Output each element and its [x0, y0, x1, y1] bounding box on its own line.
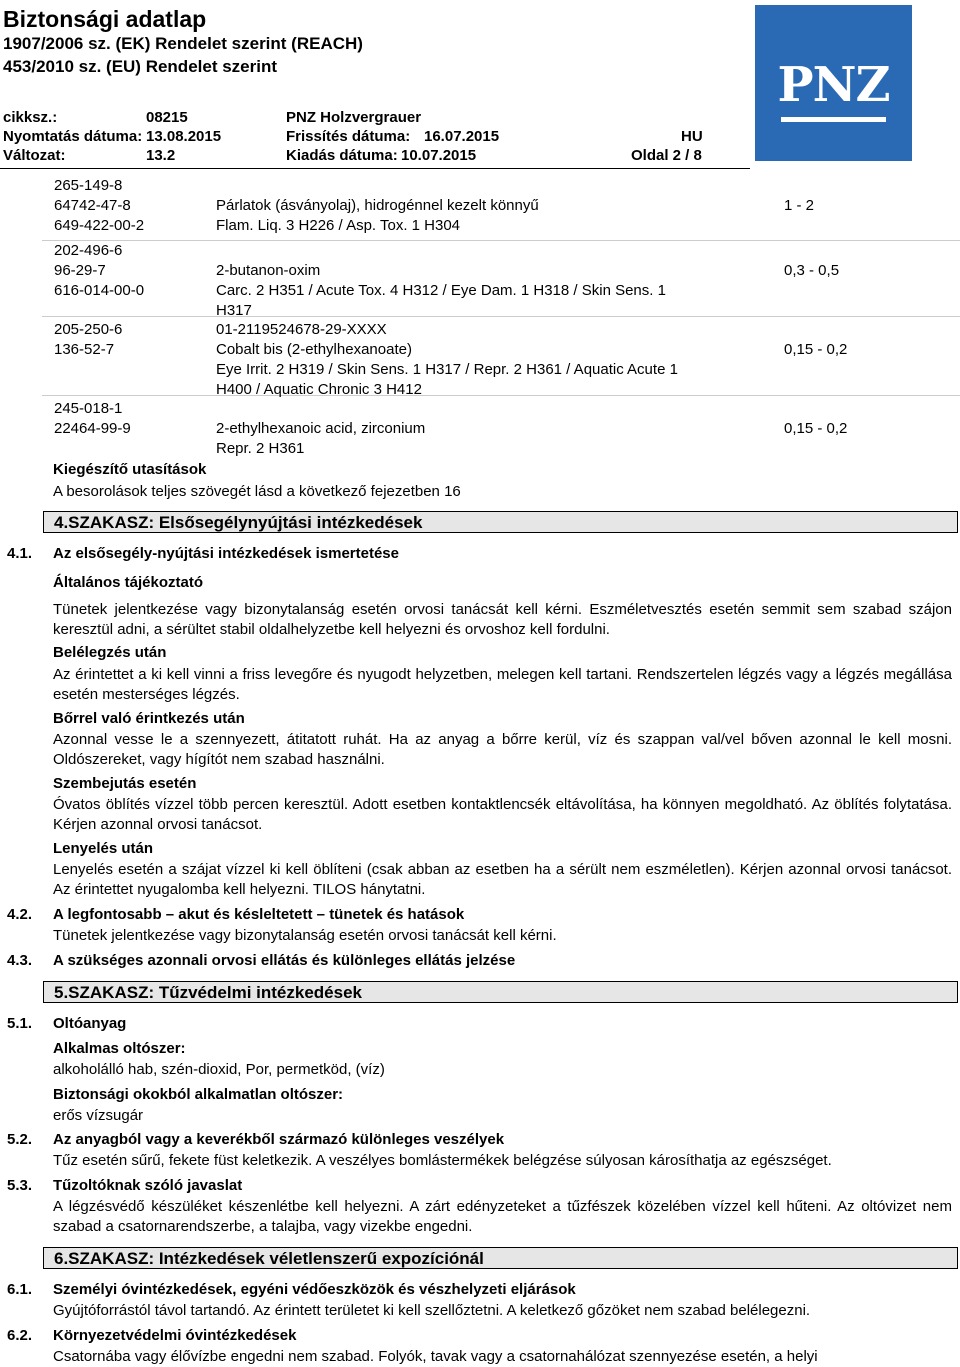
- language-code: HU: [681, 128, 703, 145]
- substance-cell: Párlatok (ásványolaj), hidrogénnel kezelt könnyű Flam. Liq. 3 H226 / Asp. Tox. 1 H304: [216, 197, 539, 234]
- eye-contact-text: Óvatos öblítés vízzel több percen keresztül. Adott esetben kontaktlencsék eltávolítása, ha könnyen megoldható. Az öblítés folytatása. Kérjen azonnal orvosi tanácsot.: [53, 796, 952, 833]
- subsection-number: 4.2.: [7, 906, 33, 923]
- subsection-title: Az anyagból vagy a keverékből származó különleges veszélyek: [53, 1131, 505, 1148]
- table-row: [42, 396, 960, 457]
- skin-contact-heading: Bőrrel való érintkezés után: [53, 710, 245, 727]
- pnz-logo-text: PNZ: [777, 57, 890, 113]
- subsection-title: Környezetvédelmi óvintézkedések: [53, 1327, 297, 1344]
- subsection-number: 4.3.: [7, 952, 33, 969]
- subsection-number: 5.2.: [7, 1131, 33, 1148]
- table-row: [42, 176, 960, 241]
- table-row: [42, 241, 960, 317]
- section-4-header: 4.SZAKASZ: Elsősegélynyújtási intézkedések: [43, 511, 958, 533]
- cikksz-label: cikksz.:: [3, 109, 58, 126]
- concentration-cell: 1 - 2: [784, 197, 815, 214]
- supplement-heading: Kiegészítő utasítások: [53, 461, 207, 478]
- unsuitable-media-text: erős vízsugár: [53, 1107, 144, 1124]
- table-row: [42, 317, 960, 396]
- eye-contact-heading: Szembejutás esetén: [53, 775, 197, 792]
- suitable-media-text: alkoholálló hab, szén-dioxid, Por, permetköd, (víz): [53, 1061, 385, 1078]
- regulation-reach: 1907/2006 sz. (EK) Rendelet szerint (REACH): [3, 34, 363, 53]
- identifier-cell: 245-018-1 22464-99-9: [54, 400, 131, 437]
- concentration-cell: 0,15 - 0,2: [784, 420, 848, 437]
- concentration-cell: 0,15 - 0,2: [784, 341, 848, 358]
- subsection-title: Az elsősegély-nyújtási intézkedések ismertetése: [53, 545, 399, 562]
- section-6-header: 6.SZAKASZ: Intézkedések véletlenszerű expozíciónál: [43, 1247, 958, 1269]
- document-title: Biztonsági adatlap: [3, 6, 207, 32]
- symptoms-text: Tünetek jelentkezése vagy bizonytalanság esetén orvosi tanácsát kell kérni.: [53, 927, 557, 944]
- issue-date-label: Kiadás dátuma:: [286, 147, 398, 164]
- special-hazards-text: Tűz esetén sűrű, fekete füst keletkezik. A veszélyes bomlástermékek belégzése súlyosan károsíthatja az egészséget.: [53, 1152, 832, 1169]
- subsection-title: Személyi óvintézkedések, egyéni védőeszközök és vészhelyzeti eljárások: [53, 1281, 576, 1298]
- supplement-text: A besorolások teljes szövegét lásd a következő fejezetben 16: [53, 483, 461, 500]
- environmental-precautions-text: Csatornába vagy élővízbe engedni nem szabad. Folyók, tavak vagy a csatornahálózat szennyezése esetén, a helyi: [53, 1348, 818, 1365]
- general-info-heading: Általános tájékoztató: [53, 574, 204, 591]
- update-date-label: Frissítés dátuma:: [286, 128, 411, 145]
- version-value: 13.2: [146, 147, 176, 164]
- substance-cell: 2-butanon-oxim Carc. 2 H351 / Acute Tox. 4 H312 / Eye Dam. 1 H318 / Skin Sens. 1 H317: [216, 262, 666, 319]
- subsection-title: Oltóanyag: [53, 1015, 127, 1032]
- suitable-media-heading: Alkalmas oltószer:: [53, 1040, 186, 1057]
- subsection-number: 4.1.: [7, 545, 33, 562]
- regulation-eu: 453/2010 sz. (EU) Rendelet szerint: [3, 57, 278, 76]
- identifier-cell: 205-250-6 136-52-7: [54, 321, 123, 358]
- identifier-cell: 202-496-6 96-29-7 616-014-00-0: [54, 242, 145, 299]
- subsection-number: 6.2.: [7, 1327, 33, 1344]
- unsuitable-media-heading: Biztonsági okokból alkalmatlan oltószer:: [53, 1086, 344, 1103]
- company-name: PNZ Holzvergrauer: [286, 109, 422, 126]
- page-number: Oldal 2 / 8: [631, 147, 702, 164]
- update-date-value: 16.07.2015: [424, 128, 500, 145]
- subsection-title: A legfontosabb – akut és késleltetett – tünetek és hatások: [53, 906, 465, 923]
- firefighter-advice-text: A légzésvédő készüléket készenlétbe kell helyezni. A zárt edényzeteket a tűzfészek közelében vízzel kell hűteni. Az oltóvizet nem szabad a csatornarendszerbe, a talajba, vagy vizekbe engedni.: [53, 1198, 952, 1235]
- concentration-cell: 0,3 - 0,5: [784, 262, 840, 279]
- header-rule: [0, 168, 750, 169]
- skin-contact-text: Azonnal vesse le a szennyezett, átitatott ruhát. Ha az anyag a bőrre kerül, víz és szappan val/vel bőven azonnal le kell mosni. Oldószereket, vagy hígítót nem szabad használni.: [53, 731, 952, 768]
- substance-cell: 01-2119524678-29-XXXX Cobalt bis (2-ethylhexanoate) Eye Irrit. 2 H319 / Skin Sens. 1 H317 / Repr. 2 H361 / Aquatic Acute 1 H400 / Aquatic Chronic 3 H412: [216, 321, 678, 398]
- subsection-number: 5.3.: [7, 1177, 33, 1194]
- subsection-title: Tűzoltóknak szóló javaslat: [53, 1177, 243, 1194]
- substance-cell: 2-ethylhexanoic acid, zirconium Repr. 2 H361: [216, 420, 426, 457]
- pnz-logo: [755, 5, 912, 161]
- section-5-header: 5.SZAKASZ: Tűzvédelmi intézkedések: [43, 981, 958, 1003]
- personal-precautions-text: Gyújtóforrástól távol tartandó. Az érintett területet ki kell szellőztetni. A keletkező gőzöket nem szabad belélegezni.: [53, 1302, 811, 1319]
- ingestion-heading: Lenyelés után: [53, 840, 154, 857]
- version-label: Változat:: [3, 147, 66, 164]
- subsection-number: 6.1.: [7, 1281, 33, 1298]
- subsection-number: 5.1.: [7, 1015, 33, 1032]
- print-date-value: 13.08.2015: [146, 128, 222, 145]
- inhalation-heading: Belélegzés után: [53, 644, 167, 661]
- composition-table: [42, 176, 960, 457]
- issue-date-value: 10.07.2015: [401, 147, 477, 164]
- cikksz-value: 08215: [146, 109, 188, 126]
- identifier-cell: 265-149-8 64742-47-8 649-422-00-2: [54, 177, 145, 234]
- ingestion-text: Lenyelés esetén a szájat vízzel ki kell öblíteni (csak abban az esetben ha a sérült nem eszméletlen). Kérjen azonnal orvosi tanácsot. Az érintettet nyugalomba kell helyezni. TILOS hánytatni.: [53, 861, 952, 898]
- pnz-logo-bar: [781, 117, 886, 122]
- print-date-label: Nyomtatás dátuma:: [3, 128, 143, 145]
- subsection-title: A szükséges azonnali orvosi ellátás és különleges ellátás jelzése: [53, 952, 516, 969]
- inhalation-text: Az érintettet a ki kell vinni a friss levegőre és nyugodt helyzetben, melegen kell tartani. Rendszertelen légzés vagy a légzés megállása esetén mesterséges légzés.: [53, 666, 952, 703]
- general-info-text: Tünetek jelentkezése vagy bizonytalanság esetén orvosi tanácsát kell kérni. Eszméletvesztés esetén semmit sem szabad szájon keresztül adni, a sérültet stabil oldalhelyzetbe kell helyezni és orvoshoz kell fordulni.: [53, 601, 952, 638]
